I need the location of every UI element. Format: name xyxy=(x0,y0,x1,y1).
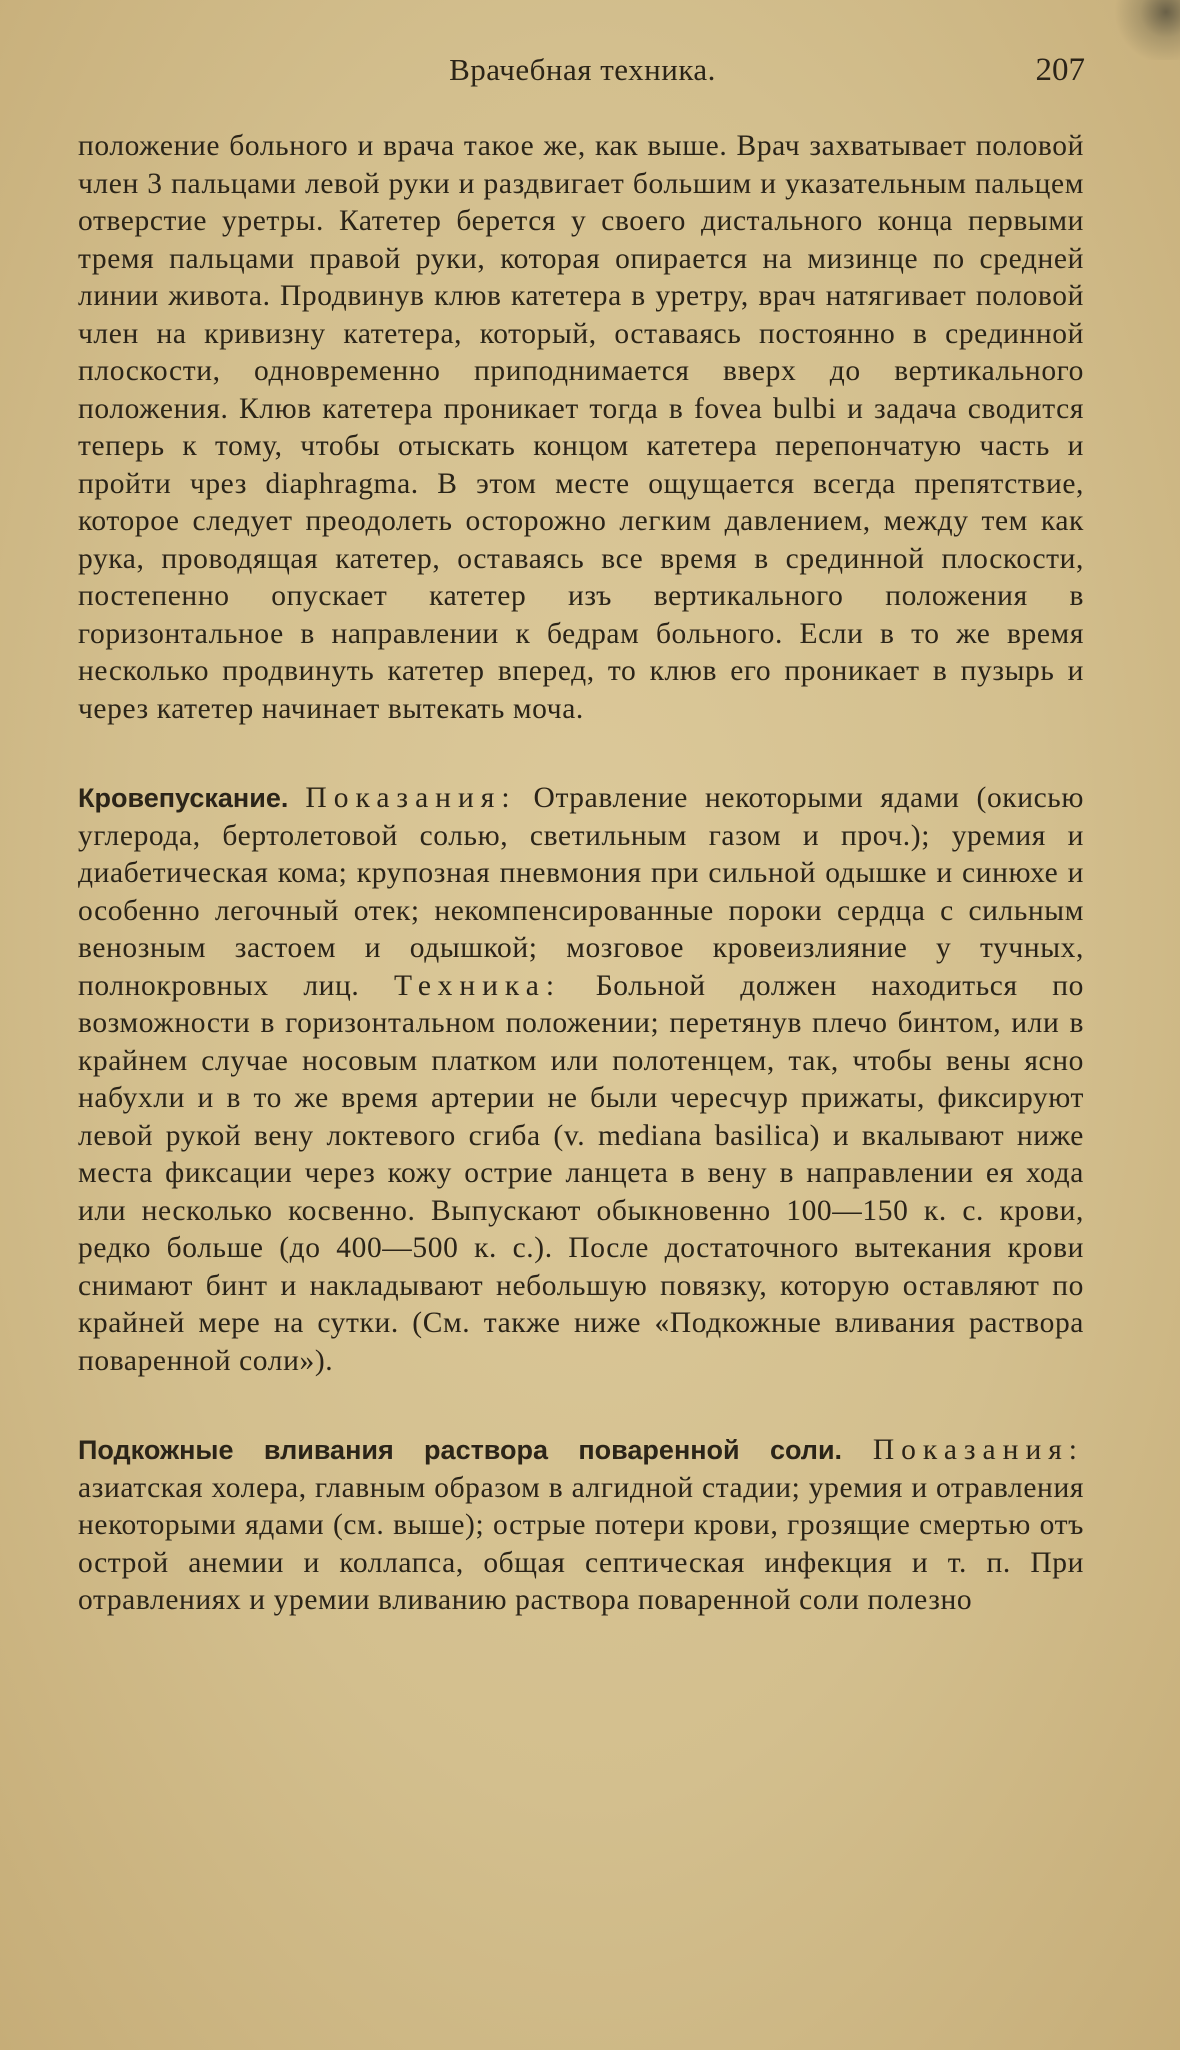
saline-indications-text: азиатская холера, главным образом в алгидной стадии; уремия и отравления некоторыми ядами (см. выше); острые потери крови, грозящие смертью отъ острой анемии и коллапса, общая септическая инфекция и т. п. При отравлениях и уремии вливанию раствора поваренной соли полезно xyxy=(78,1471,1084,1616)
bloodletting-indications-text: Отравление некоторыми ядами (окисью углерода, бертолетовой солью, светильным газом и проч.); уремия и диабетическая кома; крупозная пневмония при сильной одышке и синюхе и особенно легочный отек; некомпенсированные пороки сердца с сильным венозным застоем и одышкой; мозговое кровеизлияние у тучных, полнокровных лиц. xyxy=(78,782,1084,1002)
page-body xyxy=(78,128,1084,1620)
catheter-paragraph: положение больного и врача такое же, как выше. Врач захватывает половой член 3 пальцами левой руки и раздвигает большим и указательным пальцем отверстие уретры. Катетер берется у своего дистального конца первыми тремя пальцами правой руки, которая опирается на мизинце по средней линии живота. Продвинув клюв катетера в уретру, врач натягивает половой член на кривизну катетера, который, оставаясь постоянно в срединной плоскости, одновременно приподнимается вверх до вертикального положения. Клюв катетера проникает тогда в fovea bulbi и задача сводится теперь к тому, чтобы отыскать концом катетера перепончатую часть и пройти чрез diaphragma. В этом месте ощущается всегда препятствие, которое следует преодолеть осторожно легким давлением, между тем как рука, проводящая катетер, оставаясь все время в срединной плоскости, постепенно опускает катетер изъ вертикального положения в горизонтальное в направлении к бедрам больного. Если в то же время несколько продвинуть катетер вперед, то клюв его проникает в пузырь и через катетер начинает вытекать моча. xyxy=(78,130,1084,725)
bloodletting-technique-text: Больной должен находиться по возможности в горизонтальном положении; перетянув плечо бинтом, или в крайнем случае носовым платком или полотенцем, так, чтобы вены ясно набухли и в то же время артерии не были чересчур прижаты, фиксируют левой рукой вену локтевого сгиба (v. mediana basilica) и вкалывают ниже места фиксации через кожу острие ланцета в вену в направлении ея хода или несколько косвенно. Выпускают обыкновенно 100—150 к. с. крови, редко больше (до 400—500 к. с.). После достаточного вытекания крови снимают бинт и накладывают небольшую повязку, которую оставляют по крайней мере на сутки. (См. также ниже «Подкожные вливания раствора поваренной соли»). xyxy=(78,969,1084,1377)
bloodletting-indications-label: Показания: xyxy=(305,782,517,814)
saline-title: Подкожные вливания раствора поваренной соли. xyxy=(78,1435,843,1465)
saline-indications-label: Показания: xyxy=(872,1434,1084,1466)
page-stain xyxy=(1110,0,1180,60)
saline-section xyxy=(78,1432,1084,1620)
running-title: Врачебная техника. xyxy=(449,52,716,87)
page-number: 207 xyxy=(1035,52,1085,88)
bloodletting-title: Кровепускание. xyxy=(78,783,289,813)
page-header xyxy=(80,52,1085,102)
bloodletting-technique-label: Техника: xyxy=(393,969,562,1002)
bloodletting-section xyxy=(78,780,1084,1380)
